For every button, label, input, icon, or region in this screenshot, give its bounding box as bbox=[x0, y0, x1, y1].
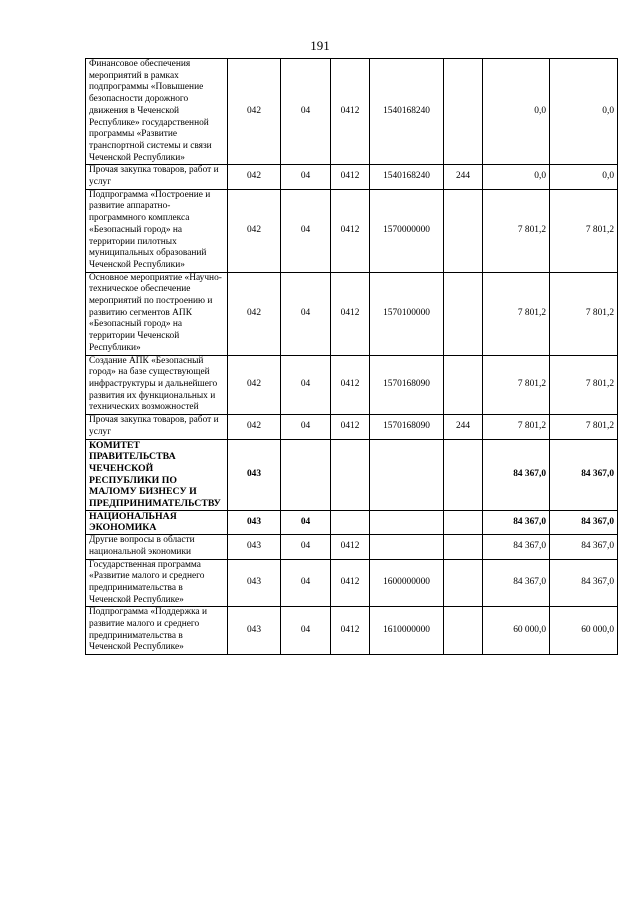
row-name-cell: Прочая закупка товаров, работ и услуг bbox=[86, 415, 228, 439]
ministry-code-cell: 043 bbox=[228, 559, 281, 607]
expense-type-cell bbox=[444, 535, 483, 559]
subsection-code-cell bbox=[331, 439, 370, 510]
section-code-cell: 04 bbox=[281, 189, 331, 272]
target-article-cell: 1570000000 bbox=[370, 189, 444, 272]
amount-cell-1: 84 367,0 bbox=[483, 439, 550, 510]
subsection-code-cell: 0412 bbox=[331, 415, 370, 439]
row-name-cell: Прочая закупка товаров, работ и услуг bbox=[86, 165, 228, 189]
amount-cell-2: 7 801,2 bbox=[550, 272, 618, 355]
ministry-code-cell: 043 bbox=[228, 510, 281, 534]
section-code-cell: 04 bbox=[281, 510, 331, 534]
section-code-cell: 04 bbox=[281, 559, 331, 607]
amount-cell-1: 7 801,2 bbox=[483, 272, 550, 355]
amount-cell-1: 60 000,0 bbox=[483, 607, 550, 655]
amount-cell-1: 7 801,2 bbox=[483, 415, 550, 439]
subsection-code-cell: 0412 bbox=[331, 59, 370, 165]
row-name-cell: НАЦИОНАЛЬНАЯ ЭКОНОМИКА bbox=[86, 510, 228, 534]
amount-cell-1: 7 801,2 bbox=[483, 189, 550, 272]
subsection-code-cell: 0412 bbox=[331, 607, 370, 655]
expense-type-cell bbox=[444, 559, 483, 607]
target-article-cell: 1570100000 bbox=[370, 272, 444, 355]
section-code-cell: 04 bbox=[281, 59, 331, 165]
row-name-cell: Другие вопросы в области национальной экономики bbox=[86, 535, 228, 559]
target-article-cell: 1540168240 bbox=[370, 59, 444, 165]
target-article-cell: 1600000000 bbox=[370, 559, 444, 607]
budget-table-body bbox=[86, 59, 618, 655]
amount-cell-2: 7 801,2 bbox=[550, 415, 618, 439]
section-code-cell bbox=[281, 439, 331, 510]
expense-type-cell: 244 bbox=[444, 415, 483, 439]
budget-table bbox=[85, 58, 618, 655]
expense-type-cell bbox=[444, 272, 483, 355]
subsection-code-cell: 0412 bbox=[331, 272, 370, 355]
expense-type-cell bbox=[444, 355, 483, 415]
target-article-cell: 1610000000 bbox=[370, 607, 444, 655]
table-row bbox=[86, 439, 618, 510]
ministry-code-cell: 042 bbox=[228, 355, 281, 415]
subsection-code-cell: 0412 bbox=[331, 559, 370, 607]
target-article-cell bbox=[370, 439, 444, 510]
target-article-cell bbox=[370, 510, 444, 534]
target-article-cell bbox=[370, 535, 444, 559]
amount-cell-2: 0,0 bbox=[550, 165, 618, 189]
row-name-cell: Государственная программа «Развитие малого и среднего предпринимательства в Чеченской Республике» bbox=[86, 559, 228, 607]
expense-type-cell bbox=[444, 189, 483, 272]
section-code-cell: 04 bbox=[281, 607, 331, 655]
ministry-code-cell: 042 bbox=[228, 165, 281, 189]
amount-cell-1: 0,0 bbox=[483, 165, 550, 189]
amount-cell-2: 84 367,0 bbox=[550, 559, 618, 607]
table-row bbox=[86, 272, 618, 355]
amount-cell-2: 7 801,2 bbox=[550, 189, 618, 272]
target-article-cell: 1570168090 bbox=[370, 355, 444, 415]
row-name-cell: Создание АПК «Безопасный город» на базе существующей инфраструктуры и дальнейшего развития их функциональных и технических возможностей bbox=[86, 355, 228, 415]
section-code-cell: 04 bbox=[281, 272, 331, 355]
table-row bbox=[86, 607, 618, 655]
target-article-cell: 1570168090 bbox=[370, 415, 444, 439]
amount-cell-1: 84 367,0 bbox=[483, 535, 550, 559]
table-row bbox=[86, 510, 618, 534]
amount-cell-2: 84 367,0 bbox=[550, 439, 618, 510]
ministry-code-cell: 042 bbox=[228, 59, 281, 165]
table-row bbox=[86, 59, 618, 165]
row-name-cell: Подпрограмма «Построение и развитие аппаратно-программного комплекса «Безопасный город» на территории пилотных муниципальных образований Чеченской Республики» bbox=[86, 189, 228, 272]
expense-type-cell bbox=[444, 607, 483, 655]
ministry-code-cell: 043 bbox=[228, 607, 281, 655]
section-code-cell: 04 bbox=[281, 415, 331, 439]
section-code-cell: 04 bbox=[281, 355, 331, 415]
section-code-cell: 04 bbox=[281, 165, 331, 189]
expense-type-cell bbox=[444, 510, 483, 534]
expense-type-cell bbox=[444, 59, 483, 165]
table-row bbox=[86, 165, 618, 189]
ministry-code-cell: 042 bbox=[228, 189, 281, 272]
amount-cell-2: 84 367,0 bbox=[550, 535, 618, 559]
subsection-code-cell bbox=[331, 510, 370, 534]
amount-cell-2: 84 367,0 bbox=[550, 510, 618, 534]
amount-cell-1: 7 801,2 bbox=[483, 355, 550, 415]
amount-cell-1: 84 367,0 bbox=[483, 510, 550, 534]
amount-cell-1: 0,0 bbox=[483, 59, 550, 165]
expense-type-cell: 244 bbox=[444, 165, 483, 189]
amount-cell-2: 0,0 bbox=[550, 59, 618, 165]
row-name-cell: КОМИТЕТ ПРАВИТЕЛЬСТВА ЧЕЧЕНСКОЙ РЕСПУБЛИКИ ПО МАЛОМУ БИЗНЕСУ И ПРЕДПРИНИМАТЕЛЬСТВУ bbox=[86, 439, 228, 510]
ministry-code-cell: 043 bbox=[228, 439, 281, 510]
amount-cell-1: 84 367,0 bbox=[483, 559, 550, 607]
table-row bbox=[86, 535, 618, 559]
page-number: 191 bbox=[310, 38, 330, 53]
ministry-code-cell: 043 bbox=[228, 535, 281, 559]
amount-cell-2: 60 000,0 bbox=[550, 607, 618, 655]
table-row bbox=[86, 415, 618, 439]
section-code-cell: 04 bbox=[281, 535, 331, 559]
subsection-code-cell: 0412 bbox=[331, 355, 370, 415]
expense-type-cell bbox=[444, 439, 483, 510]
row-name-cell: Финансовое обеспечения мероприятий в рамках подпрограммы «Повышение безопасности дорожного движения в Чеченской Республике» государственной программы «Развитие транспортной системы и связи Чеченской Республики» bbox=[86, 59, 228, 165]
table-row bbox=[86, 355, 618, 415]
subsection-code-cell: 0412 bbox=[331, 189, 370, 272]
subsection-code-cell: 0412 bbox=[331, 535, 370, 559]
ministry-code-cell: 042 bbox=[228, 415, 281, 439]
row-name-cell: Подпрограмма «Поддержка и развитие малого и среднего предпринимательства в Чеченской Республике» bbox=[86, 607, 228, 655]
amount-cell-2: 7 801,2 bbox=[550, 355, 618, 415]
subsection-code-cell: 0412 bbox=[331, 165, 370, 189]
table-row bbox=[86, 559, 618, 607]
target-article-cell: 1540168240 bbox=[370, 165, 444, 189]
ministry-code-cell: 042 bbox=[228, 272, 281, 355]
row-name-cell: Основное мероприятие «Научно-техническое обеспечение мероприятий по построению и развитию сегментов АПК «Безопасный город» на территории Чеченской Республики» bbox=[86, 272, 228, 355]
table-row bbox=[86, 189, 618, 272]
